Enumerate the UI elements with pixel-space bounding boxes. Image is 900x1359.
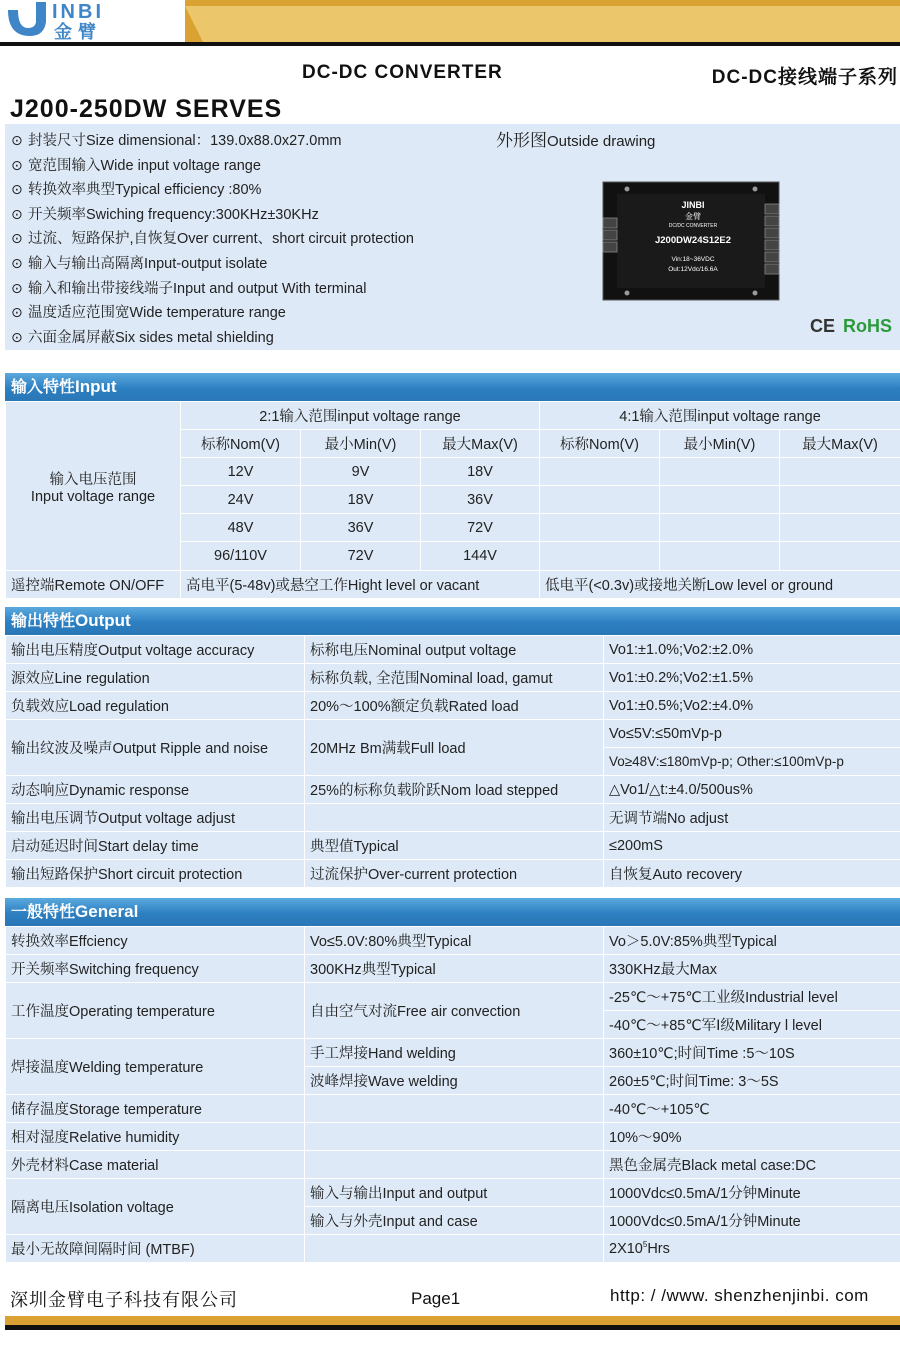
table-row: Vo≥48V:≤180mVp-p; Other:≤100mVp-p [6,748,900,776]
feature-list [11,128,414,349]
header-right-title: DC-DC接线端子系列 [711,67,898,88]
ce-mark: CE [810,316,836,336]
footer-band [5,1316,900,1332]
device-vin: Vin:18~36VDC [671,256,715,263]
table-row: 输入与外壳Input and case 1000Vdc≤0.5mA/1分钟Minute [6,1207,900,1235]
bullet-icon: ⊙ [11,304,23,321]
input-table [5,401,900,599]
bullet-icon: ⊙ [11,230,23,247]
bullet-icon: ⊙ [11,279,23,296]
col-nom: 标称Nom(V) [181,430,301,458]
remote-label: 遥控端Remote ON/OFF [6,571,181,599]
page-header [0,0,900,90]
bullet-icon: ⊙ [11,205,23,222]
table-row: 开关频率Switching frequency 300KHz典型Typical 330KHz最大Max [6,955,900,983]
table-row: 48V 36V 72V [6,514,900,542]
footer-page-number: Page1 [411,1289,461,1308]
table-row: 源效应Line regulation 标称负载, 全范围Nominal load, gamut Vo1:±0.2%;Vo2:±1.5% [6,664,900,692]
general-table [5,926,900,1263]
col-min: 最小Min(V) [301,430,421,458]
device-vout: Out:12Vdc/16.6A [668,266,718,273]
remote-low: 低电平(<0.3v)或接地关断Low level or ground [540,571,900,599]
table-row: 相对湿度Relative humidity 10%～90% [6,1123,900,1151]
outside-drawing-label: 外形图Outside drawing [496,131,656,150]
input-voltage-label: 输入电压范围 Input voltage range [6,402,181,571]
bullet-icon: ⊙ [11,328,23,345]
bullet-icon: ⊙ [11,181,23,198]
device-subtitle: DC/DC CONVERTER [668,223,718,229]
features-panel [5,124,900,350]
feature-item: ⊙ 过流、短路保护,自恢复Over current、short circuit protection [11,226,414,251]
col-max: 最大Max(V) [780,430,900,458]
header-left-title: DC-DC CONVERTER [302,62,503,83]
table-row: 96/110V 72V 144V [6,542,900,571]
product-series-title: J200-250DW SERVES [10,95,283,123]
col-max: 最大Max(V) [421,430,540,458]
device-model: J200DW24S12E2 [654,235,732,246]
table-row: 外壳材料Case material 黑色金属壳Black metal case:DC [6,1151,900,1179]
table-row: 输出短路保护Short circuit protection 过流保护Over-current protection 自恢复Auto recovery [6,860,900,888]
device-brand: JINBI [681,200,705,210]
table-row: 储存温度Storage temperature -40℃～+105℃ [6,1095,900,1123]
feature-item: ⊙ 封装尺寸Size dimensional：139.0x88.0x27.0mm [11,128,414,153]
bullet-icon: ⊙ [11,132,23,148]
table-row: 隔离电压Isolation voltage 输入与输出Input and output 1000Vdc≤0.5mA/1分钟Minute [6,1179,900,1207]
feature-item: ⊙ 输入与输出高隔离Input-output isolate [11,251,414,276]
bullet-icon: ⊙ [11,156,23,173]
feature-item: ⊙ 输入和输出带接线端子Input and output With terminal [11,276,414,301]
rohs-mark: RoHS [843,316,893,336]
remote-row [6,571,900,599]
table-row: 输出纹波及噪声Output Ripple and noise 20MHz Bm满载Full load Vo≤5V:≤50mVp-p [6,720,900,748]
table-row: 动态响应Dynamic response 25%的标称负载阶跃Nom load stepped △Vo1/△t:±4.0/500us% [6,776,900,804]
feature-item: ⊙ 六面金属屏蔽Six sides metal shielding [11,325,414,350]
remote-high: 高电平(5-48v)或悬空工作Hight level or vacant [181,571,540,599]
feature-item: ⊙ 温度适应范围宽Wide temperature range [11,300,414,325]
range-2-1-header: 2:1输入范围input voltage range [181,402,540,430]
jinbi-logo [0,0,185,46]
table-row: 24V 18V 36V [6,486,900,514]
col-min: 最小Min(V) [660,430,780,458]
certifications [810,316,892,337]
col-nom: 标称Nom(V) [540,430,660,458]
table-row: 转换效率Effciency Vo≤5.0V:80%典型Typical Vo＞5.0V:85%典型Typical [6,927,900,955]
mtbf-value: $2X10^5Hrs$ [604,1235,900,1263]
table-row: 12V 9V 18V [6,458,900,486]
feature-item: ⊙ 宽范围输入Wide input voltage range [11,153,414,178]
table-row: 工作温度Operating temperature 自由空气对流Free air convection -25℃～+75℃工业级Industrial level [6,983,900,1011]
output-table [5,635,900,888]
converter-module-image [601,180,781,302]
device-brand-cn: 金臂 [685,212,701,221]
table-row: 波峰焊接Wave welding 260±5℃;时间Time: 3～5S [6,1067,900,1095]
bullet-icon: ⊙ [11,254,23,271]
table-row: 输出电压调节Output voltage adjust 无调节端No adjust [6,804,900,832]
footer-url[interactable]: http: / /www. shenzhenjinbi. com [610,1286,869,1305]
table-row: 最小无故障间隔时间 (MTBF) $2X10^5Hrs$ [6,1235,900,1263]
table-row: 输出电压精度Output voltage accuracy 标称电压Nominal output voltage Vo1:±1.0%;Vo2:±2.0% [6,636,900,664]
table-row: -40℃～+85℃军Ⅰ级Military l level [6,1011,900,1039]
output-section-header: 输出特性Output [5,607,900,635]
general-section-header: 一般特性General [5,898,900,926]
feature-item: ⊙ 转换效率典型Typical efficiency :80% [11,177,414,202]
table-row: 焊接温度Welding temperature 手工焊接Hand welding 360±10℃;时间Time :5～10S [6,1039,900,1067]
svg-text:金臂: 金臂 [54,22,102,43]
range-4-1-header: 4:1输入范围input voltage range [540,402,900,430]
input-section-header: 输入特性Input [5,373,900,401]
svg-text:INBI: INBI [52,1,104,23]
footer-company: 深圳金臂电子科技有限公司 [10,1290,238,1310]
feature-item: ⊙ 开关频率Swiching frequency:300KHz±30KHz [11,202,414,227]
table-row: 负载效应Load regulation 20%～100%额定负载Rated load Vo1:±0.5%;Vo2:±4.0% [6,692,900,720]
table-row: 启动延迟时间Start delay time 典型值Typical ≤200mS [6,832,900,860]
